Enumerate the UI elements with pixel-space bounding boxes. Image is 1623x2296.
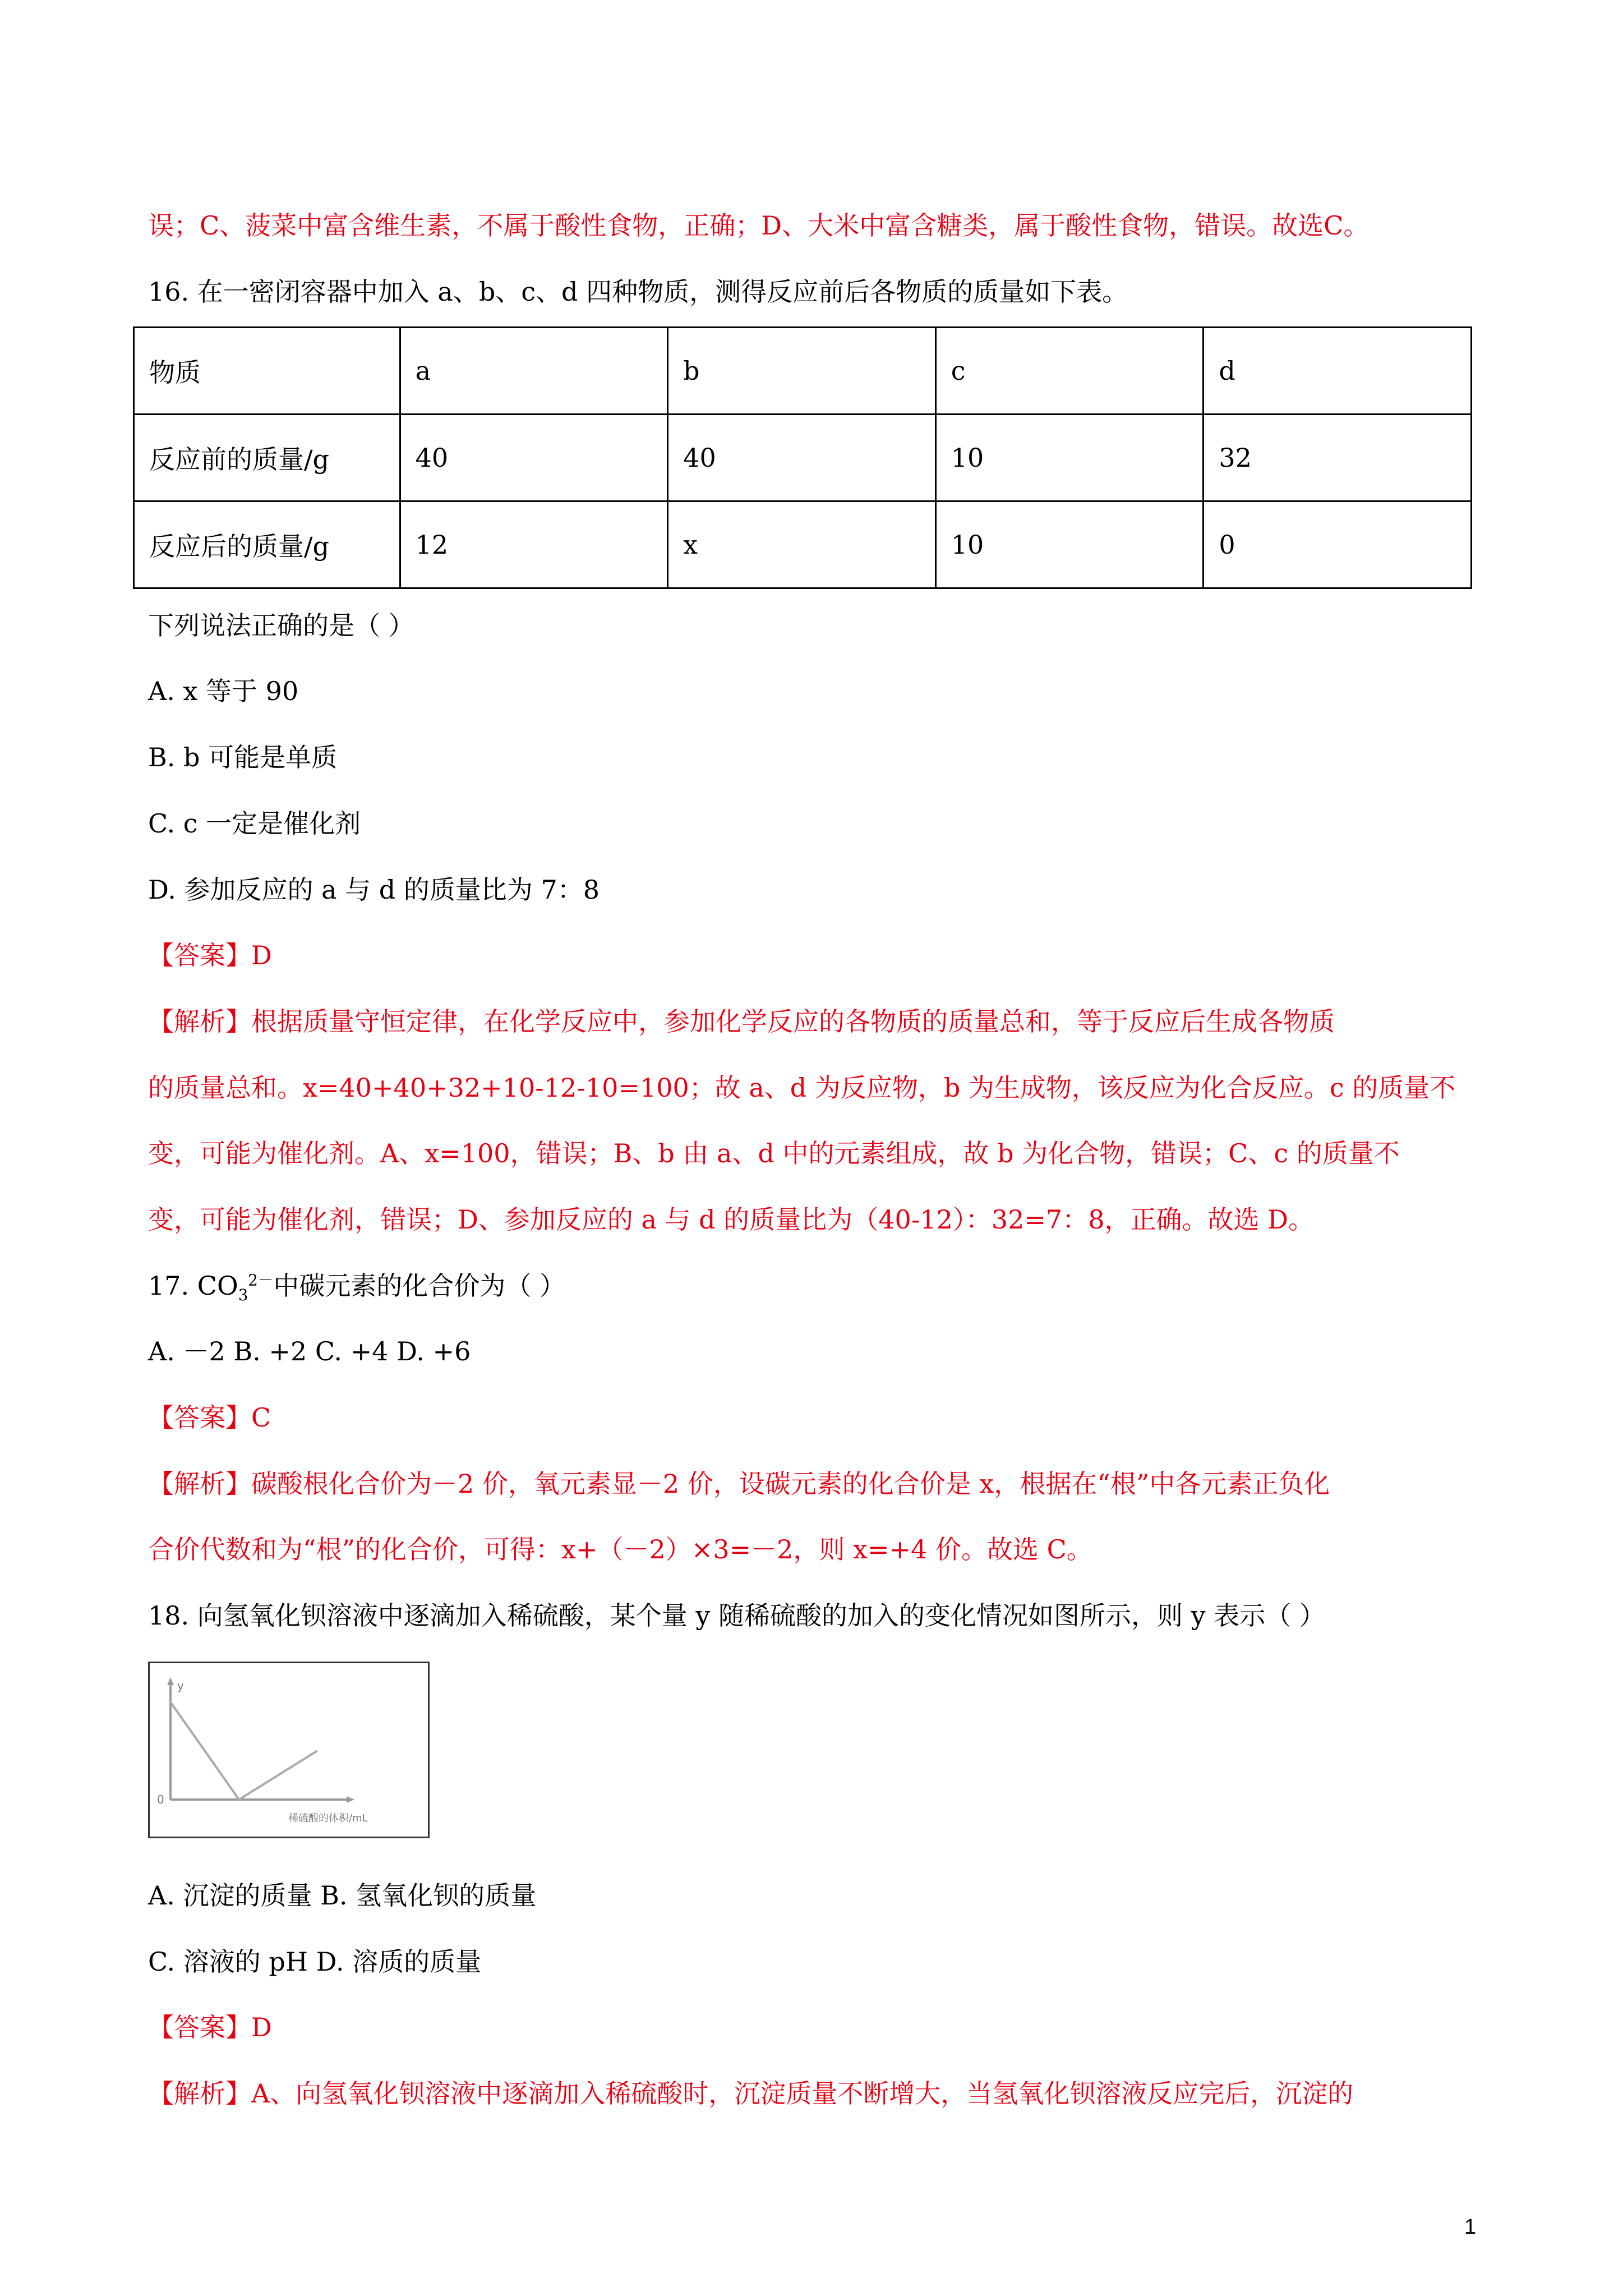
table-cell: 0 — [1204, 501, 1472, 588]
answer-value: D — [251, 940, 272, 970]
table-cell: c — [935, 328, 1204, 415]
table-cell: 反应后的质量/g — [134, 501, 400, 588]
table-header-row — [134, 328, 1472, 415]
answer-value: D — [251, 2012, 272, 2042]
answer-value: C — [251, 1402, 271, 1433]
chart-frame — [149, 1663, 429, 1838]
analysis-tag: 【解析】 — [148, 1006, 251, 1037]
analysis-tag: 【解析】 — [148, 2078, 251, 2109]
x-axis-label: 稀硫酸的体积/mL — [288, 1812, 368, 1824]
analysis-continuation-line: 误；C、菠菜中富含维生素，不属于酸性食物，正确；D、大米中富含糖类，属于酸性食物，错误。故选C。 — [148, 210, 1370, 241]
q16-analysis-line: 变，可能为催化剂。A、x=100，错误；B、b 由 a、d 中的元素组成，故 b 为化合物，错误；C、c 的质量不 — [148, 1138, 1400, 1168]
q17-analysis-line: 合价代数和为“根”的化合价，可得：x+（－2）×3=－2，则 x=+4 价。故选 C。 — [148, 1534, 1092, 1565]
table-cell: 32 — [1204, 415, 1472, 501]
q17-stem — [148, 1269, 565, 1303]
answer-tag: 【答案】 — [148, 940, 251, 970]
table-row — [134, 415, 1472, 501]
table-cell: 12 — [400, 501, 668, 588]
q17-analysis-line — [148, 1467, 1330, 1501]
table-cell: b — [668, 328, 936, 415]
q16-option-a: A. x 等于 90 — [148, 676, 299, 706]
y-axis-label: y — [177, 1679, 184, 1692]
origin-label: 0 — [157, 1793, 164, 1806]
q16-option-b: B. b 可能是单质 — [148, 742, 338, 772]
q16-analysis-line: 变，可能为催化剂，错误；D、参加反应的 a 与 d 的质量比为（40-12）：32=7：8，正确。故选 D。 — [148, 1204, 1314, 1235]
table-cell: 反应前的质量/g — [134, 415, 400, 501]
q17-stem-text: 中碳元素的化合价为（ ） — [273, 1271, 566, 1301]
q18-line-chart — [148, 1662, 430, 1838]
q16-analysis-line — [148, 1005, 1335, 1038]
table-cell: 10 — [935, 415, 1204, 501]
q16-analysis-line: 的质量总和。x=40+40+32+10-12-10=100；故 a、d 为反应物，b 为生成物，该反应为化合反应。c 的质量不 — [148, 1073, 1456, 1103]
q16-option-d: D. 参加反应的 a 与 d 的质量比为 7：8 — [148, 875, 600, 905]
analysis-text: A、向氢氧化钡溶液中逐滴加入稀硫酸时，沉淀质量不断增大，当氢氧化钡溶液反应完后，沉淀的 — [251, 2078, 1354, 2109]
q17-options: A. －2 B. +2 C. +4 D. +6 — [148, 1336, 471, 1366]
q16-option-c: C. c 一定是催化剂 — [148, 808, 361, 839]
analysis-text: 碳酸根化合价为－2 价，氧元素显－2 价，设碳元素的化合价是 x，根据在“根”中各元素正负化 — [251, 1469, 1330, 1499]
q16-mass-table — [133, 326, 1472, 589]
question-number: 17. — [148, 1271, 197, 1301]
table-cell: 10 — [935, 501, 1204, 588]
q18-analysis-line — [148, 2077, 1353, 2110]
q18-answer — [148, 2010, 272, 2044]
table-cell: x — [668, 501, 936, 588]
analysis-tag: 【解析】 — [148, 1469, 251, 1499]
analysis-text: 根据质量守恒定律，在化学反应中，参加化学反应的各物质的质量总和，等于反应后生成各物质 — [251, 1006, 1335, 1037]
table-cell: a — [400, 328, 668, 415]
table-cell: d — [1204, 328, 1472, 415]
q18-options-row-1: A. 沉淀的质量 B. 氢氧化钡的质量 — [148, 1880, 537, 1911]
answer-tag: 【答案】 — [148, 2012, 251, 2042]
page-number: 1 — [1464, 2215, 1477, 2239]
table-cell: 40 — [400, 415, 668, 501]
table-cell: 物质 — [134, 328, 400, 415]
table-row — [134, 501, 1472, 588]
q16-prompt: 下列说法正确的是（ ） — [148, 610, 414, 641]
q17-answer — [148, 1401, 271, 1434]
q16-stem: 16. 在一密闭容器中加入 a、b、c、d 四种物质，测得反应前后各物质的质量如下表。 — [148, 277, 1128, 307]
carbonate-formula: $CO_3^{2-}$ — [197, 1271, 274, 1305]
q18-options-row-2: C. 溶液的 pH D. 溶质的质量 — [148, 1947, 482, 1977]
q18-stem: 18. 向氢氧化钡溶液中逐滴加入稀硫酸，某个量 y 随稀硫酸的加入的变化情况如图所示，则 y 表示（ ） — [148, 1600, 1325, 1631]
answer-tag: 【答案】 — [148, 1402, 251, 1433]
q16-answer — [148, 938, 272, 972]
table-cell: 40 — [668, 415, 936, 501]
